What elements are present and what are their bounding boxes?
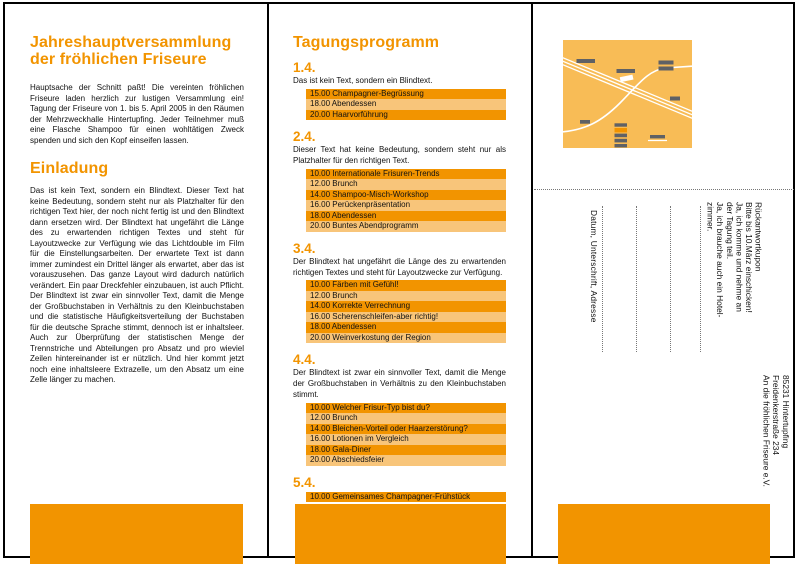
section-date: 1.4. (293, 60, 316, 75)
schedule-row: 10.00 Färben mit Gefühl! (306, 280, 506, 291)
schedule-row: 18.00 Abendessen (306, 322, 506, 333)
map-building (659, 67, 674, 71)
panel-program (293, 34, 506, 502)
invitation-heading: Einladung (30, 160, 109, 177)
address-line: Freidenkerstraße 234 (771, 375, 782, 456)
map-building (615, 134, 628, 138)
schedule-row: 16.00 Lotionen im Vergleich (306, 434, 506, 445)
orange-footer-block (295, 504, 506, 564)
schedule-row: 10.00 Internationale Frisuren-Trends (306, 169, 506, 180)
program-section (293, 129, 506, 232)
reply-coupon-text (705, 202, 763, 362)
schedule-row: 20.00 Buntes Abendprogramm (306, 221, 506, 232)
invitation-intro-paragraph: Hauptsache der Schnitt paßt! Die vereinten fröhlichen Friseure laden herzlich zur lustigen Versammlung ein! Tagung der Friseure von 1. bis 5. April 2005 in den Räumen der Mehrzweckhalle Hintertupfing. Jeder Teilnehmer muß eine Flasche Shampoo für einen wohltätigen Zweck spenden und sich den Kopf einseifen lassen. (30, 83, 244, 145)
map-building (670, 97, 680, 101)
map-background (563, 40, 692, 148)
schedule-row: 12.00 Brunch (306, 179, 506, 190)
coupon-line: Ja, ich brauche auch ein Hotel- (715, 202, 726, 318)
orange-footer-block (558, 504, 770, 564)
schedule-rows (306, 280, 506, 343)
schedule-rows (306, 492, 506, 503)
section-intro: Das ist kein Text, sondern ein Blindtext. (293, 76, 433, 85)
map-highlighted-building (615, 128, 628, 132)
section-intro: Der Blindtext hat ungefährt die Länge des zu erwartenden richtigen Textes und steht für Layoutzwecke zur Verfügung. (293, 256, 506, 277)
mailing-address (761, 375, 790, 510)
writing-line (636, 206, 637, 352)
section-date: 2.4. (293, 129, 316, 145)
schedule-row: 10.00 Gemeinsames Champagner-Frühstück (306, 492, 506, 503)
schedule-row: 18.00 Abendessen (306, 99, 506, 110)
schedule-row: 12.00 Brunch (306, 291, 506, 302)
schedule-row: 14.00 Korrekte Verrechnung (306, 301, 506, 312)
schedule-rows (306, 89, 506, 121)
writing-line (602, 206, 603, 352)
section-date: 5.4. (293, 474, 316, 490)
map-building (650, 135, 665, 138)
program-title: Tagungsprogramm (293, 34, 440, 51)
map-building (577, 59, 596, 63)
schedule-row: 20.00 Abschiedsfeier (306, 455, 506, 466)
schedule-row: 16.00 Scherenschleifen-aber richtig! (306, 312, 506, 323)
orange-footer-block (30, 504, 243, 564)
program-section (293, 352, 506, 465)
map-building (617, 69, 636, 73)
map-building (580, 120, 590, 124)
perforation-line (534, 189, 794, 190)
schedule-row: 10.00 Welcher Frisur-Typ bist du? (306, 403, 506, 414)
schedule-row: 14.00 Bleichen-Vorteil oder Haarzerstörung? (306, 424, 506, 435)
coupon-line: zimmer. (705, 202, 716, 232)
page-title: Jahreshauptversammlung der fröhlichen Friseure (30, 34, 232, 68)
coupon-line: der Tagung teil. (724, 202, 735, 260)
section-date: 3.4. (293, 240, 316, 256)
writing-line (700, 206, 701, 352)
map-building (615, 123, 628, 126)
writing-line (670, 206, 671, 352)
address-line: An die fröhlichen Friseure e.V. (761, 375, 772, 487)
map-building (659, 61, 674, 65)
coupon-line: Ja, ich komme und nehme an (734, 202, 745, 312)
section-intro: Dieser Text hat keine Bedeutung, sondern steht nur als Platzhalter für den richtigen Text. (293, 145, 506, 166)
address-line: 85231 Hintertupfing (780, 375, 791, 449)
schedule-row: 18.00 Abendessen (306, 211, 506, 222)
invitation-body-paragraph: Das ist kein Text, sondern ein Blindtext. Dieser Text hat keine Bedeutung, sondern steht nur als Platzhalter für den richtigen Text hier, der noch nicht fertig ist und den Blindtext dann ersetzen wird. Der Blindtext hat ungefährt die Länge des zu erwartenden richtigen Textes und steht für Layoutzwecke zur Verfügung wie das Lichtdouble im Film für die Einstellungsarbeiten. Der erwartete Text ist dann immer zumindest ein Drittel länger als erwartet, aber das ist vorauszusehen. Das ganze Layout wird dadurch natürlich verändert. Ein paar Dreckfehler einzubauen, ist auch Pflicht. Der Blindtext ist zwar ein sinnvoller Text, damit die Menge der Großbuchstaben in Verhältnis zu den Kleinbuchstaben und die statistische Häufigkeitsverteilung der Buchstaben für die deutsche Sprache stimmt, dennoch ist er inhaltsleer. Auch zur Überprüfung der statistischen Menge der Trennstriche und Abteilungen pro Absatz und pro wieviel Zeilen hintereinander ist er nützlich. Und hier kommt jetzt noch eine inhaltsleere Extrazelle, um den Absatz um eine Zelle länger zu machen. (30, 186, 244, 384)
coupon-line: Rückantwortkupon (753, 202, 764, 272)
schedule-row: 14.00 Shampoo-Misch-Workshop (306, 190, 506, 201)
schedule-rows (306, 403, 506, 466)
program-section (293, 60, 506, 120)
map-building (615, 139, 628, 143)
section-date: 4.4. (293, 352, 316, 368)
schedule-rows (306, 169, 506, 232)
schedule-row: 15.00 Champagner-Begrüssung (306, 89, 506, 100)
schedule-row: 20.00 Weinverkostung der Region (306, 333, 506, 344)
program-section (293, 475, 506, 503)
schedule-row: 12.00 Brunch (306, 413, 506, 424)
program-section (293, 241, 506, 344)
schedule-row: 16.00 Perückenpräsentation (306, 200, 506, 211)
fold-line-left (267, 2, 269, 558)
location-map-graphic (563, 40, 692, 148)
schedule-row: 20.00 Haarvorführung (306, 110, 506, 121)
fold-line-right (531, 2, 533, 558)
coupon-fields-label: Datum, Unterschrift, Adresse (589, 210, 599, 323)
schedule-row: 18.00 Gala-Diner (306, 445, 506, 456)
panel-invitation (30, 34, 244, 386)
section-intro: Der Blindtext ist zwar ein sinnvoller Text, damit die Menge der Großbuchstaben in Verhältnis zu den Kleinbuchstaben stimmt. (293, 368, 506, 400)
map-building (615, 144, 628, 147)
coupon-line: Bitte bis 10.März einschicken! (743, 202, 754, 313)
